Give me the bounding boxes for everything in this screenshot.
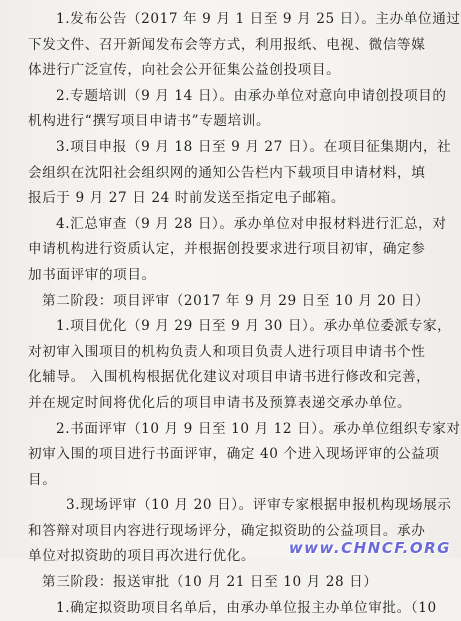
section-heading: 第三阶段：报送审批（10 月 21 日至 10 月 28 日） xyxy=(42,574,378,591)
paragraph-line: 3.现场评审（10 月 20 日）。评审专家根据申报机构现场展示 xyxy=(66,497,452,514)
paragraph-line: 报后于 9 月 27 日 24 时前发送至指定电子邮箱。 xyxy=(28,190,346,207)
paragraph-line: 和答辩对项目内容进行现场评分，确定拟资助的公益项目。承办 xyxy=(28,522,426,539)
document-body xyxy=(28,7,461,621)
paragraph-line: 会组织在沈阳社会组织网的通知公告栏内下载项目申请材料，填 xyxy=(28,164,426,181)
paragraph-line: 4.汇总审查（9 月 28 日）。承办单位对申报材料进行汇总，对 xyxy=(56,215,447,232)
paragraph-line: 3.项目申报（9 月 18 日至 9 月 27 日）。在项目征集期内，社 xyxy=(56,138,452,155)
paragraph-line: 1.确定拟资助项目名单后，由承办单位报主办单位审批。（10 xyxy=(56,599,437,616)
paragraph-line: 2.专题培训（9 月 14 日）。由承办单位对意向申请创投项目的 xyxy=(56,87,447,104)
paragraph-line: 1.发布公告（2017 年 9 月 1 日至 9 月 25 日）。主办单位通过 xyxy=(56,11,461,27)
paragraph-line: 单位对拟资助的项目再次进行优化。 xyxy=(28,548,256,565)
paragraph-line: 加书面评审的项目。 xyxy=(28,266,156,283)
paragraph-line: 对初审入围项目的机构负责人和项目负责人进行项目申请书个性 xyxy=(28,343,426,360)
paragraph-line: 机构进行“撰写项目申请书”专题培训。 xyxy=(28,113,271,130)
paragraph-line: 化辅导。 入围机构根据优化建议对项目申请书进行修改和完善， xyxy=(28,369,431,386)
section-heading: 第二阶段：项目评审（2017 年 9 月 29 日至 10 月 20 日） xyxy=(42,292,430,309)
paragraph-line: 1.项目优化（9 月 29 日至 9 月 30 日）。承办单位委派专家， xyxy=(56,318,452,335)
paragraph-line: 体进行广泛宣传，向社会公开征集公益创投项目。 xyxy=(28,62,341,79)
paragraph-line: 2.书面评审（10 月 9 日至 10 月 12 日）。承办单位组织专家对 xyxy=(56,420,461,437)
paragraph-line: 并在规定时间将优化后的项目申请书及预算表递交承办单位。 xyxy=(28,394,412,411)
site-watermark: www.CHNCF.ORG xyxy=(288,539,451,557)
paragraph-line: 申请机构进行资质认定，并根据创投要求进行项目初审，确定参 xyxy=(28,241,426,258)
paragraph-line: 初审入围的项目进行书面评审，确定 40 个进入现场评审的公益项 xyxy=(28,446,440,463)
paragraph-line: 下发文件、召开新闻发布会等方式，利用报纸、电视、微信等媒 xyxy=(28,36,426,53)
paragraph-line: 目。 xyxy=(28,471,57,488)
